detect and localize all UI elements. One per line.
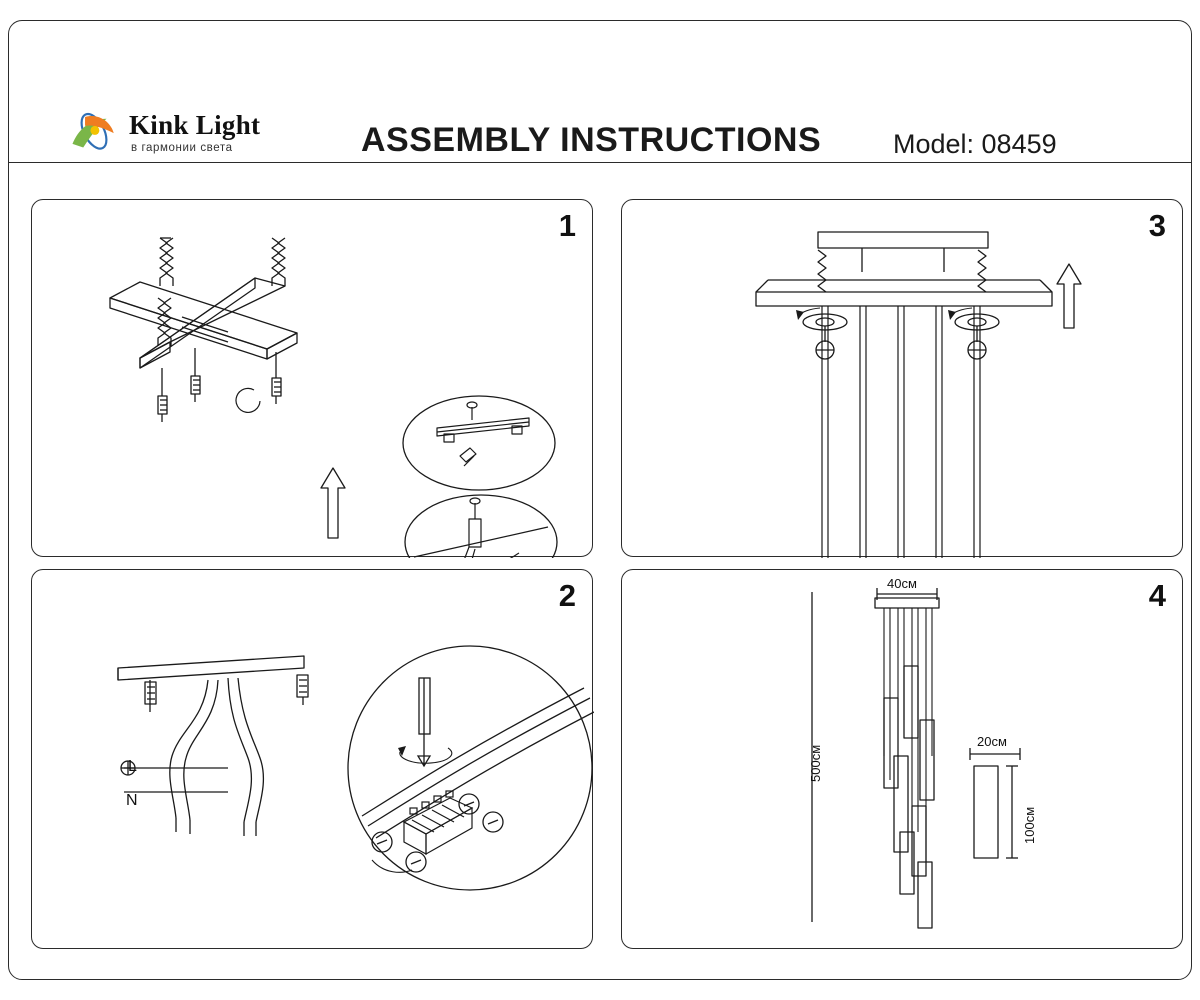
step-2-number: 2: [558, 578, 576, 613]
brand-name: Kink Light: [129, 110, 261, 140]
dimension-element-height-label: 100см: [1022, 806, 1037, 844]
step-3-illustration: [622, 200, 1184, 558]
terminal-live-label: L: [128, 758, 137, 775]
step-4-panel: [621, 569, 1183, 949]
brand-tagline: в гармонии света: [131, 142, 233, 154]
step-4-number: 4: [1148, 578, 1166, 613]
kink-light-logo-icon: [67, 108, 121, 160]
step-4-illustration: [622, 570, 1184, 950]
step-2-illustration: [32, 570, 594, 950]
header: [9, 21, 1191, 163]
model-number: Model: 08459: [893, 129, 1057, 159]
step-3-panel: [621, 199, 1183, 557]
instruction-sheet: [8, 20, 1192, 980]
page-title: ASSEMBLY INSTRUCTIONS: [361, 121, 822, 159]
brand-block: [67, 106, 317, 168]
step-2-panel: [31, 569, 593, 949]
dimension-width-label: 40см: [887, 576, 917, 591]
step-1-number: 1: [558, 208, 576, 243]
terminal-neutral-label: N: [126, 792, 138, 809]
step-1-illustration: [32, 200, 594, 558]
dimension-drop-label: 500см: [808, 744, 823, 782]
step-3-number: 3: [1148, 208, 1166, 243]
step-1-panel: [31, 199, 593, 557]
dimension-element-width-label: 20см: [977, 734, 1007, 749]
